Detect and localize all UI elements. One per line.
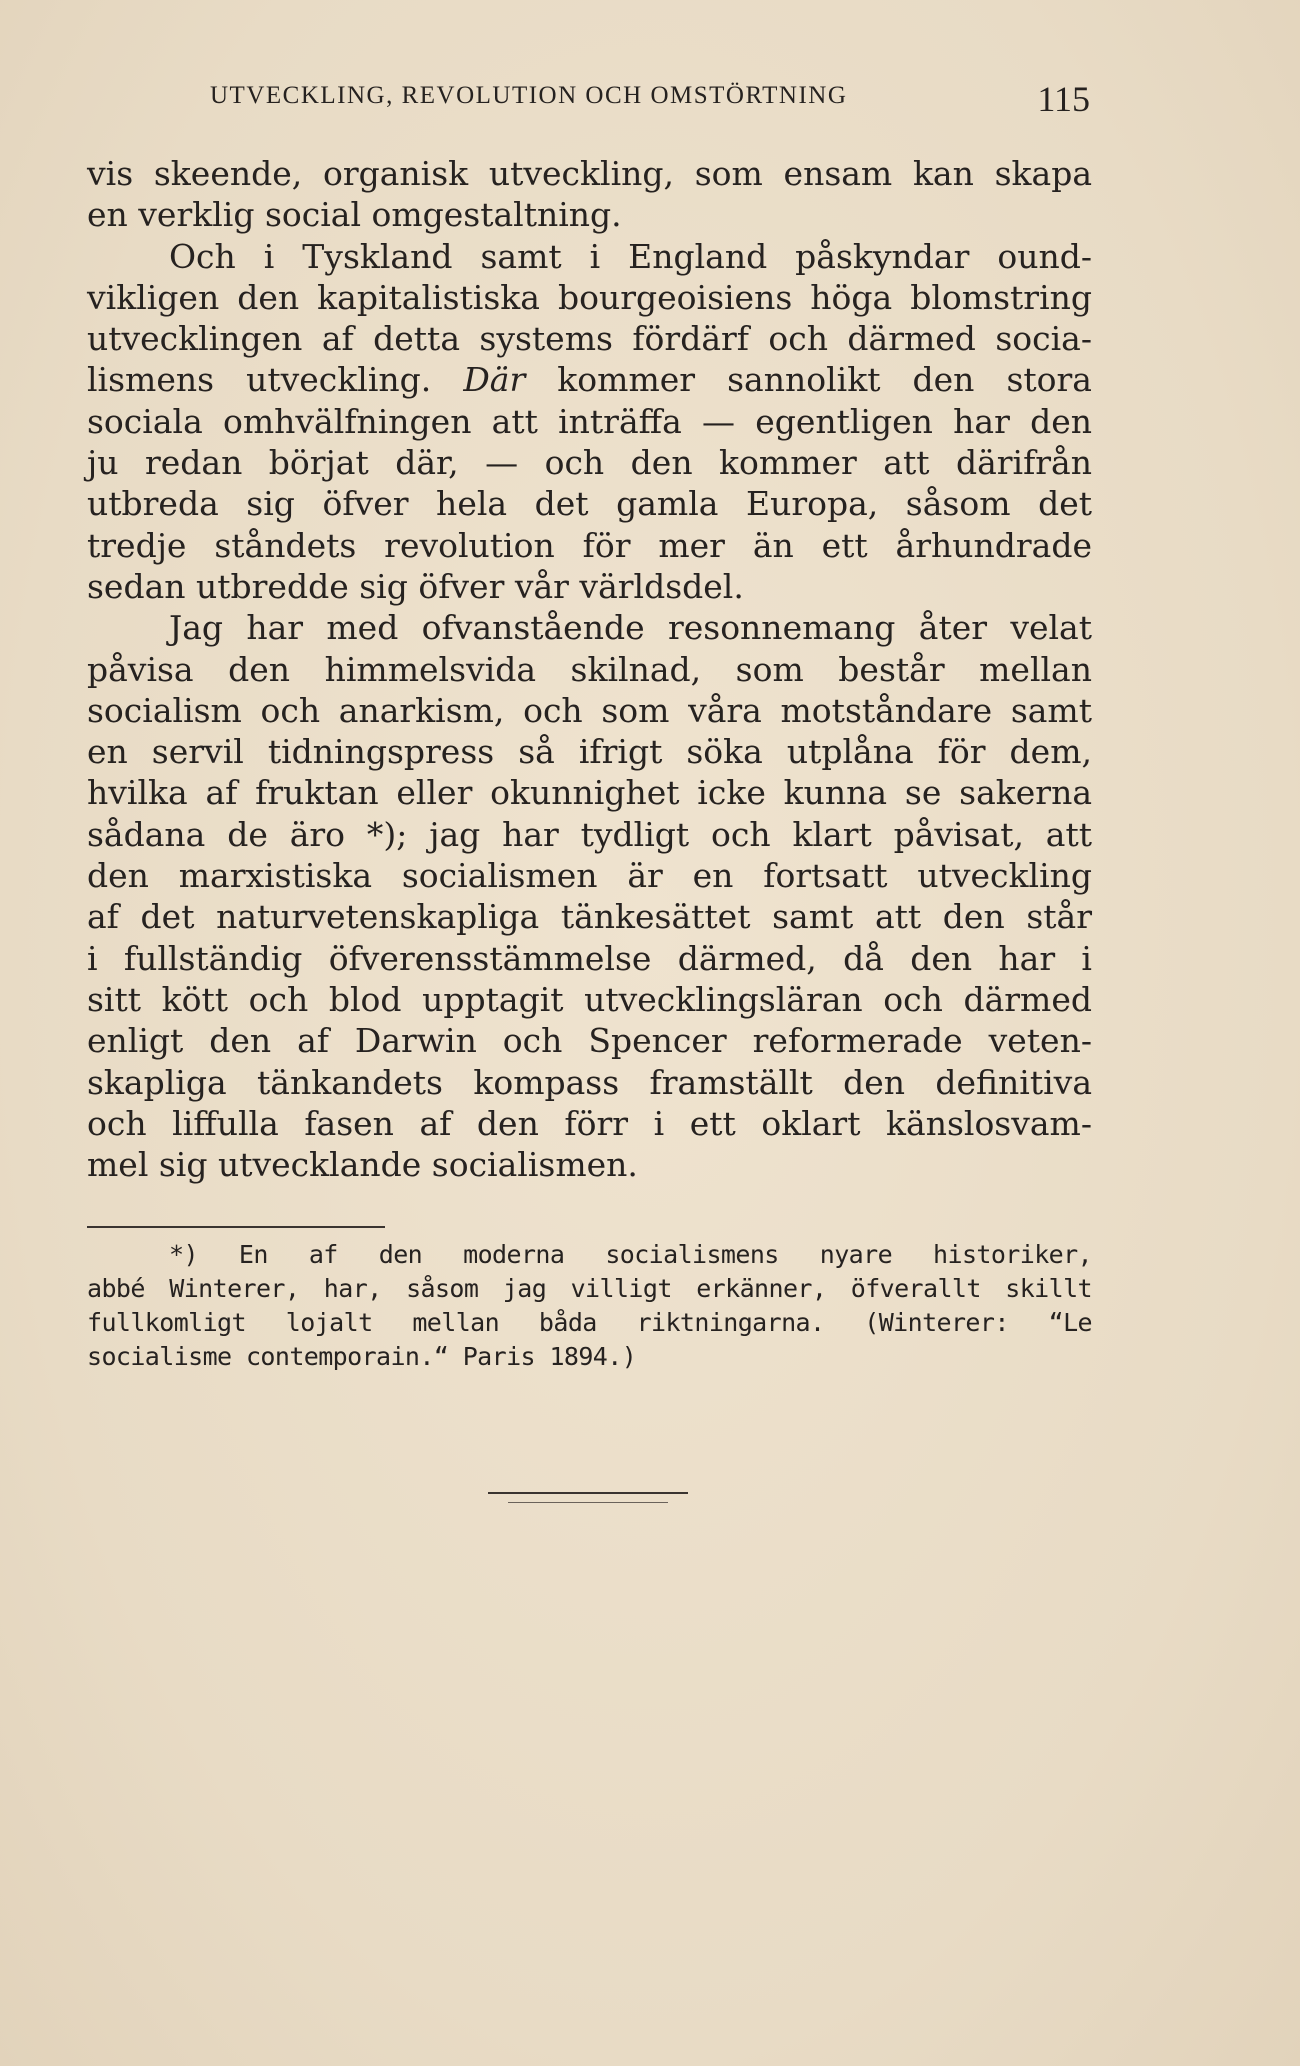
footnote-rule — [87, 1226, 385, 1228]
text-line: mel sig utvecklande socialismen. — [87, 1145, 638, 1185]
text-line: enligt den af Darwin och Spencer reformerade veten- — [87, 1021, 1092, 1061]
page-number: 115 — [1037, 79, 1090, 119]
text-line: Jag har med ofvanstående resonnemang åter velat — [169, 608, 1092, 648]
text-line: vikligen den kapitalistiska bourgeoisiens höga blomstring — [87, 277, 1092, 317]
footnote-line: abbé Winterer, har, såsom jag villigt erkänner, öfverallt skillt — [87, 1274, 1092, 1303]
text-line: sådana de äro *); jag har tydligt och klart påvisat, att — [87, 814, 1092, 854]
text-segment: kommer sannolikt den stora — [557, 360, 1092, 400]
footnote-line: fullkomligt lojalt mellan båda riktningarna. (Winterer: “Le — [87, 1308, 1092, 1337]
text-line: sitt kött och blod upptagit utvecklingsläran och därmed — [87, 979, 1092, 1019]
text-line: sedan utbredde sig öfver vår världsdel. — [87, 566, 744, 606]
footnote — [87, 1238, 1092, 1374]
footnote-line: *) En af den moderna socialismens nyare historiker, — [169, 1240, 1092, 1269]
text-line: vis skeende, organisk utveckling, som ensam kan skapa — [87, 154, 1092, 193]
text-line: skapliga tänkandets kompass framställt den definitiva — [87, 1062, 1092, 1102]
text-line: utbreda sig öfver hela det gamla Europa, såsom det — [87, 484, 1092, 524]
emphasized-word: Där — [463, 360, 526, 400]
text-line: ju redan börjat där, — och den kommer att därifrån — [87, 443, 1092, 483]
text-line: en servil tidningspress så ifrigt söka utplåna för dem, — [87, 732, 1092, 772]
text-line: påvisa den himmelsvida skilnad, som består mellan — [87, 649, 1092, 689]
text-line: den marxistiska socialismen är en fortsatt utveckling — [87, 856, 1092, 896]
text-line: hvilka af fruktan eller okunnighet icke kunna se sakerna — [87, 773, 1092, 813]
text-line: af det naturvetenskapliga tänkesättet samt att den står — [87, 897, 1092, 937]
end-rule — [488, 1492, 688, 1494]
text-line: Och i Tyskland samt i England påskyndar ound- — [169, 236, 1092, 276]
end-rule-thin — [508, 1502, 668, 1503]
text-line: utvecklingen af detta systems fördärf och därmed socia- — [87, 319, 1092, 359]
text-segment: lismens utveckling. — [87, 360, 432, 400]
text-line: i fullständig öfverensstämmelse därmed, då den har i — [87, 938, 1092, 978]
text-line: socialism och anarkism, och som våra motståndare samt — [87, 690, 1092, 730]
running-title: UTVECKLING, REVOLUTION OCH OMSTÖRTNING — [210, 82, 848, 109]
running-head — [210, 78, 1090, 118]
text-line: sociala omhvälfningen att inträffa — egentligen har den — [87, 401, 1092, 441]
text-line — [87, 359, 1092, 400]
text-line: och liffulla fasen af den förr i ett oklart känslosvam- — [87, 1103, 1092, 1143]
text-line: tredje ståndets revolution för mer än ett århundrade — [87, 525, 1092, 565]
text-line: en verklig social omgestaltning. — [87, 195, 622, 235]
body-text — [87, 153, 1092, 1185]
footnote-line: socialisme contemporain.“ Paris 1894.) — [87, 1342, 637, 1371]
